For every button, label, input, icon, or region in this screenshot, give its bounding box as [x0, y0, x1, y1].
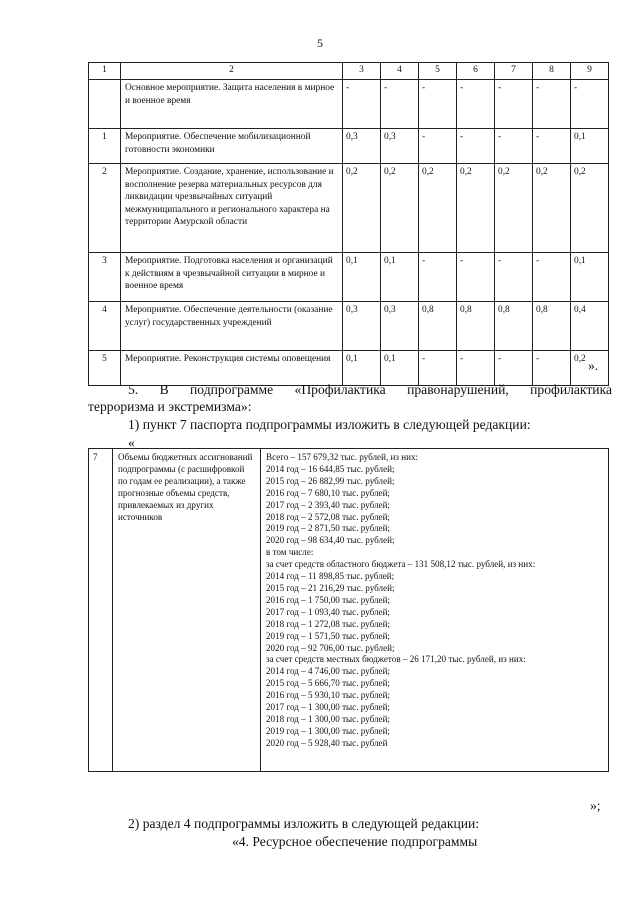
value-cell: -: [457, 351, 495, 386]
value-cell: 0,2: [533, 164, 571, 253]
row-number: 3: [89, 253, 121, 302]
paragraph-item-2: 2) раздел 4 подпрограммы изложить в следующей редакции:: [128, 816, 480, 831]
column-header: 9: [571, 63, 609, 80]
value-cell: 0,1: [343, 253, 381, 302]
value-cell: 0,3: [343, 302, 381, 351]
value-cell: 0,8: [495, 302, 533, 351]
row-number: 2: [89, 164, 121, 253]
value-cell: -: [419, 253, 457, 302]
value-cell: 0,1: [381, 253, 419, 302]
value-cell: -: [419, 80, 457, 129]
funding-line: 2017 год – 1 300,00 тыс. рублей;: [266, 702, 390, 713]
value-cell: 0,8: [457, 302, 495, 351]
column-header: 4: [381, 63, 419, 80]
row-number: [89, 80, 121, 129]
value-cell: -: [343, 80, 381, 129]
value-cell: 0,3: [381, 129, 419, 164]
funding-line: 2019 год – 1 300,00 тыс. рублей;: [266, 725, 390, 736]
value-cell: 0,2: [571, 164, 609, 253]
value-cell: -: [457, 129, 495, 164]
funding-line: за счет средств местных бюджетов – 26 171,20 тыс. рублей, из них:: [266, 654, 526, 665]
funding-line: 2020 год – 5 928,40 тыс. рублей: [266, 737, 388, 748]
value-cell: -: [533, 253, 571, 302]
table-row: [89, 253, 609, 302]
value-cell: 0,2: [457, 164, 495, 253]
value-cell: -: [495, 253, 533, 302]
activity-name: Мероприятие. Обеспечение деятельности (оказание услуг) государственных учреждений: [121, 302, 343, 351]
value-cell: 0,1: [571, 253, 609, 302]
table-header-row: [89, 63, 609, 80]
value-cell: 0,2: [381, 164, 419, 253]
value-cell: 0,2: [343, 164, 381, 253]
value-cell: -: [457, 253, 495, 302]
value-cell: -: [419, 129, 457, 164]
section-4-title: «4. Ресурсное обеспечение подпрограммы: [232, 834, 478, 849]
funding-lines: [261, 449, 609, 772]
funding-line: 2014 год – 16 644,85 тыс. рублей;: [266, 463, 395, 474]
value-cell: 0,8: [533, 302, 571, 351]
value-cell: 0,4: [571, 302, 609, 351]
value-cell: 0,3: [343, 129, 381, 164]
funding-line: 2019 год – 2 871,50 тыс. рублей;: [266, 523, 390, 534]
value-cell: 0,2: [571, 351, 609, 386]
funding-label: Объемы бюджетных ассигнований подпрограммы (с расшифровкой по годам ее реализации), а также прогнозные объемы средств, привлекаемых из других источников: [113, 449, 261, 772]
row-number: 4: [89, 302, 121, 351]
funding-line: 2016 год – 5 930,10 тыс. рублей;: [266, 690, 390, 701]
funding-line: 2014 год – 4 746,00 тыс. рублей;: [266, 666, 390, 677]
value-cell: -: [381, 80, 419, 129]
value-cell: -: [457, 80, 495, 129]
funding-line: 2017 год – 1 093,40 тыс. рублей;: [266, 606, 390, 617]
open-quote: «: [128, 435, 135, 450]
funding-line: 2017 год – 2 393,40 тыс. рублей;: [266, 499, 390, 510]
funding-line: за счет средств областного бюджета – 131 508,12 тыс. рублей, из них:: [266, 559, 536, 570]
value-cell: -: [495, 129, 533, 164]
value-cell: -: [571, 80, 609, 129]
value-cell: -: [495, 351, 533, 386]
funding-line: 2014 год – 11 898,85 тыс. рублей;: [266, 571, 395, 582]
activity-name: Мероприятие. Реконструкция системы оповещения: [121, 351, 343, 386]
funding-line: 2020 год – 92 706,00 тыс. рублей;: [266, 642, 395, 653]
paragraph-item-1: 1) пункт 7 паспорта подпрограммы изложить в следующей редакции:: [128, 417, 531, 432]
funding-line: 2019 год – 1 571,50 тыс. рублей;: [266, 630, 390, 641]
page-number: 5: [317, 36, 323, 50]
column-header: 3: [343, 63, 381, 80]
table2-close-quote: »;: [590, 798, 601, 813]
funding-line: 2020 год – 98 634,40 тыс. рублей;: [266, 535, 395, 546]
value-cell: -: [533, 129, 571, 164]
activity-name: Мероприятие. Обеспечение мобилизационной готовности экономики: [121, 129, 343, 164]
column-header: 6: [457, 63, 495, 80]
value-cell: 0,3: [381, 302, 419, 351]
column-header: 2: [121, 63, 343, 80]
funding-line: 2015 год – 21 216,29 тыс. рублей;: [266, 582, 395, 593]
value-cell: 0,1: [381, 351, 419, 386]
funding-line: 2018 год – 1 272,08 тыс. рублей;: [266, 618, 390, 629]
column-header: 8: [533, 63, 571, 80]
item-number: 7: [89, 449, 113, 772]
value-cell: -: [495, 80, 533, 129]
value-cell: -: [533, 80, 571, 129]
activities-table: [88, 62, 609, 386]
paragraph-5-line1: 5. В подпрограмме «Профилактика правонарушений, профилактика: [128, 382, 612, 397]
value-cell: 0,1: [571, 129, 609, 164]
paragraph-5-line2: терроризма и экстремизма»:: [88, 399, 252, 414]
column-header: 7: [495, 63, 533, 80]
activity-name: Основное мероприятие. Защита населения в мирное и военное время: [121, 80, 343, 129]
row-number: 5: [89, 351, 121, 386]
funding-line: 2016 год – 7 680,10 тыс. рублей;: [266, 487, 390, 498]
value-cell: 0,2: [495, 164, 533, 253]
table1-close-quote: ».: [588, 358, 599, 373]
passport-item-7-table: [88, 448, 609, 772]
table-row: [89, 164, 609, 253]
funding-line: Всего – 157 679,32 тыс. рублей, из них:: [266, 452, 419, 462]
value-cell: 0,8: [419, 302, 457, 351]
value-cell: 0,2: [419, 164, 457, 253]
activity-name: Мероприятие. Подготовка населения и организаций к действиям в чрезвычайной ситуации в мирное и военное время: [121, 253, 343, 302]
table-row: [89, 80, 609, 129]
funding-line: 2018 год – 2 572,08 тыс. рублей;: [266, 511, 390, 522]
column-header: 1: [89, 63, 121, 80]
value-cell: -: [533, 351, 571, 386]
table-row: [89, 302, 609, 351]
funding-line: 2018 год – 1 300,00 тыс. рублей;: [266, 713, 390, 724]
row-number: 1: [89, 129, 121, 164]
table-row: [89, 129, 609, 164]
funding-line: в том числе:: [266, 547, 314, 558]
funding-line: 2015 год – 26 882,99 тыс. рублей;: [266, 475, 395, 486]
funding-line: 2016 год – 1 750,00 тыс. рублей;: [266, 594, 390, 605]
value-cell: 0,1: [343, 351, 381, 386]
activity-name: Мероприятие. Создание, хранение, использование и восполнение резерва материальных ресурсов для ликвидации чрезвычайных ситуаций межмуниципального и регионального характера на территории Амурской области: [121, 164, 343, 253]
column-header: 5: [419, 63, 457, 80]
funding-line: 2015 год – 5 666,70 тыс. рублей;: [266, 678, 390, 689]
value-cell: -: [419, 351, 457, 386]
